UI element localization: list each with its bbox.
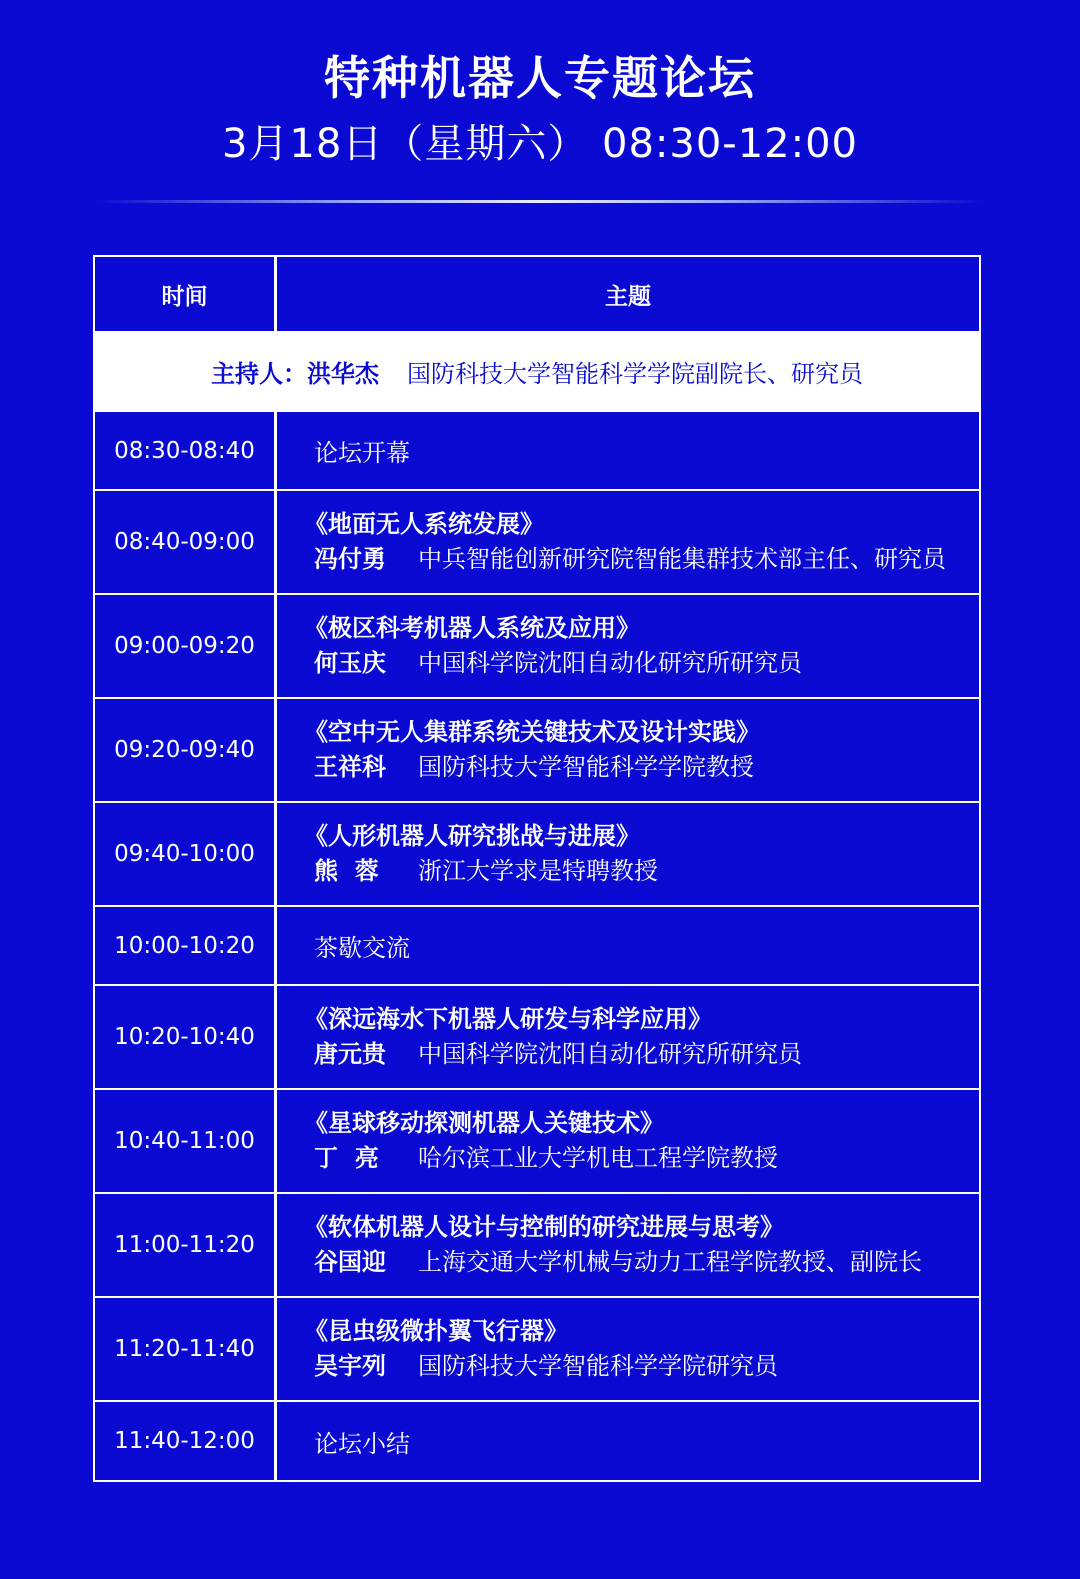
talk-title: 《人形机器人研究挑战与进展》: [304, 822, 640, 850]
topic-cell: [277, 986, 979, 1088]
table-row: [95, 1090, 979, 1194]
table-row: [95, 1298, 979, 1402]
topic-cell: [277, 1090, 979, 1192]
host-name: 洪华杰: [307, 360, 379, 388]
topic-cell: [277, 1402, 979, 1480]
speaker-line: [314, 1140, 979, 1176]
speaker-affiliation: 国防科技大学智能科学学院教授: [418, 753, 754, 781]
speaker-name: 吴宇列: [314, 1352, 386, 1380]
talk-title: 《极区科考机器人系统及应用》: [304, 614, 640, 642]
speaker-affiliation: 中国科学院沈阳自动化研究所研究员: [418, 649, 802, 677]
topic-cell: [277, 907, 979, 984]
speaker-name: 谷国迎: [314, 1248, 386, 1276]
speaker-line: [314, 1036, 979, 1072]
speaker-line: [314, 1348, 979, 1384]
speaker-affiliation: 国防科技大学智能科学学院研究员: [418, 1352, 778, 1380]
topic-cell: [277, 1298, 979, 1400]
speaker-name: 丁 亮: [314, 1144, 379, 1172]
talk-title: 《地面无人系统发展》: [304, 510, 544, 538]
schedule-table: [93, 255, 981, 1482]
topic-cell: [277, 595, 979, 697]
speaker-affiliation: 哈尔滨工业大学机电工程学院教授: [418, 1144, 778, 1172]
time-cell: 10:00-10:20: [95, 907, 277, 984]
speaker-line: [314, 749, 979, 785]
speaker-line: [314, 853, 979, 889]
talk-title: 《星球移动探测机器人关键技术》: [304, 1109, 664, 1137]
speaker-affiliation: 中兵智能创新研究院智能集群技术部主任、研究员: [418, 545, 946, 573]
topic-cell: [277, 1194, 979, 1296]
table-row: [95, 699, 979, 803]
time-cell: 09:00-09:20: [95, 595, 277, 697]
host-label: 主持人：: [211, 360, 307, 388]
speaker-affiliation: 中国科学院沈阳自动化研究所研究员: [418, 1040, 802, 1068]
time-cell: 11:20-11:40: [95, 1298, 277, 1400]
speaker-name: 王祥科: [314, 753, 386, 781]
time-cell: 11:00-11:20: [95, 1194, 277, 1296]
speaker-line: [314, 541, 979, 577]
table-row: [95, 1194, 979, 1298]
table-row: [95, 595, 979, 699]
topic-cell: [277, 491, 979, 593]
time-cell: 08:30-08:40: [95, 412, 277, 489]
table-row: [95, 412, 979, 491]
table-row: [95, 986, 979, 1090]
table-row: [95, 907, 979, 986]
speaker-line: [314, 1244, 979, 1280]
table-header-row: [95, 257, 979, 333]
table-row: [95, 491, 979, 595]
time-cell: 10:20-10:40: [95, 986, 277, 1088]
topic-text: 论坛开幕: [314, 439, 410, 467]
time-cell: 11:40-12:00: [95, 1402, 277, 1480]
talk-title: 《空中无人集群系统关键技术及设计实践》: [304, 718, 760, 746]
speaker-name: 熊 蓉: [314, 857, 379, 885]
topic-cell: [277, 803, 979, 905]
topic-cell: [277, 699, 979, 801]
speaker-affiliation: 上海交通大学机械与动力工程学院教授、副院长: [418, 1248, 922, 1276]
talk-title: 《昆虫级微扑翼飞行器》: [304, 1317, 568, 1345]
time-cell: 08:40-09:00: [95, 491, 277, 593]
time-cell: 09:20-09:40: [95, 699, 277, 801]
topic-cell: [277, 412, 979, 489]
topic-text: 茶歇交流: [314, 934, 410, 962]
speaker-affiliation: 浙江大学求是特聘教授: [418, 857, 658, 885]
column-header-time: 时间: [95, 257, 277, 331]
host-row: [95, 333, 979, 412]
table-row: [95, 1402, 979, 1480]
speaker-name: 冯付勇: [314, 545, 386, 573]
table-row: [95, 803, 979, 907]
page-title: 特种机器人专题论坛: [324, 51, 756, 105]
event-datetime: 3月18日（星期六） 08:30-12:00: [221, 121, 859, 167]
talk-title: 《深远海水下机器人研发与科学应用》: [304, 1005, 712, 1033]
column-header-topic: 主题: [605, 283, 651, 310]
talk-title: 《软体机器人设计与控制的研究进展与思考》: [304, 1213, 784, 1241]
speaker-name: 唐元贵: [314, 1040, 386, 1068]
time-cell: 10:40-11:00: [95, 1090, 277, 1192]
host-title: 国防科技大学智能科学学院副院长、研究员: [407, 360, 863, 388]
time-cell: 09:40-10:00: [95, 803, 277, 905]
speaker-line: [314, 645, 979, 681]
speaker-name: 何玉庆: [314, 649, 386, 677]
topic-text: 论坛小结: [314, 1429, 410, 1458]
header-divider: [95, 200, 985, 203]
